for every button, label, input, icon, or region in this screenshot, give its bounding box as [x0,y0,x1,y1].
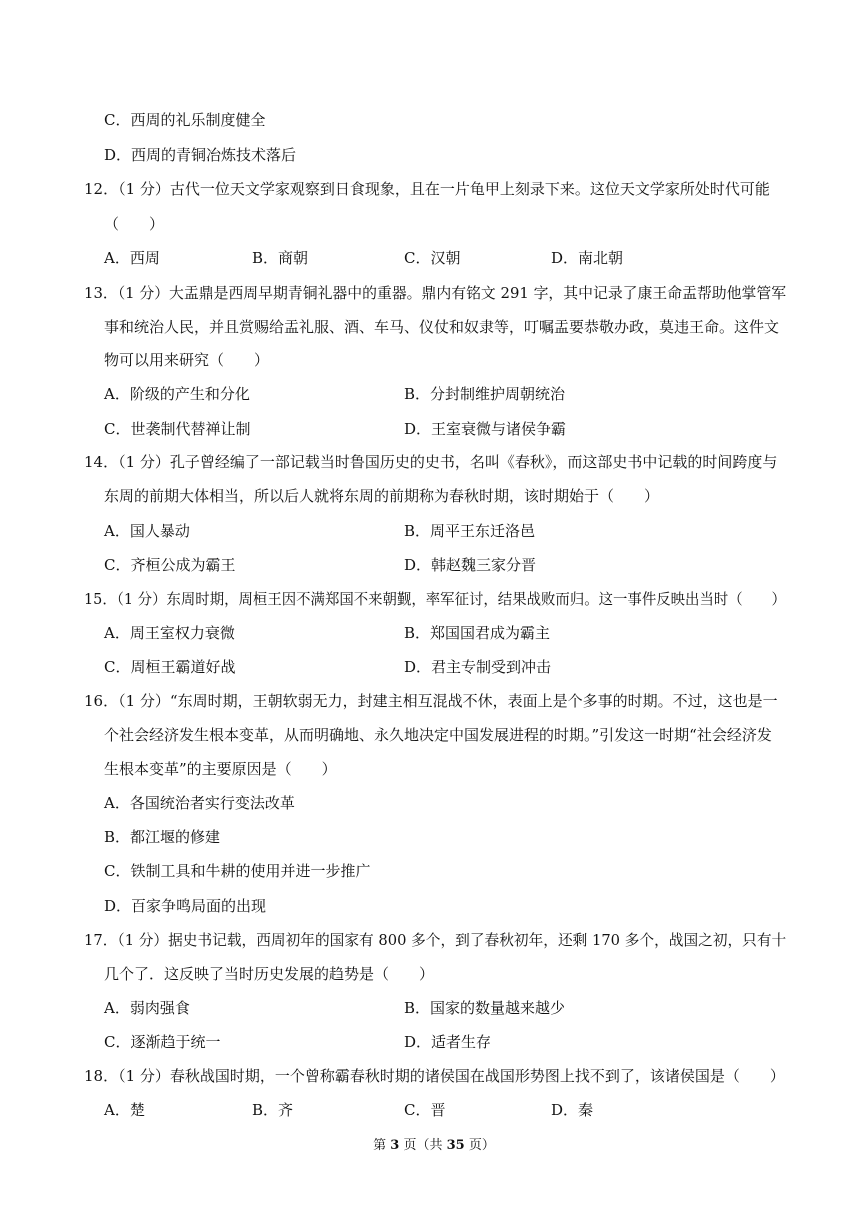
q15-option-c: C．周桓王霸道好战 [104,658,236,676]
q17-option-d: D．适者生存 [404,1033,492,1051]
q15-option-b: B．郑国国君成为霸主 [404,624,551,642]
q12-option-a: A．西周 [104,249,160,267]
q13-stem-line1: 13．（1 分）大盂鼎是西周早期青铜礼器中的重器。鼎内有铭文 291 字，其中记录了康王命盂帮助他掌管军 [84,284,787,302]
q16-stem-line1: 16．（1 分）“东周时期，王朝软弱无力，封建主相互混战不休，表面上是个多事的时期。不过，这也是一 [84,692,778,710]
q11-option-c: C．西周的礼乐制度健全 [104,111,266,129]
q14-stem-line1: 14．（1 分）孔子曾经编了一部记载当时鲁国历史的史书，名叫《春秋》，而这部史书中记载的时间跨度与 [84,453,778,471]
footer-total-pages: 35 [446,1138,465,1153]
q17-option-b: B．国家的数量越来越少 [404,999,566,1017]
q14-stem-line2: 东周的前期大体相当，所以后人就将东周的前期称为春秋时期，该时期始于（ ） [104,487,660,505]
q15-stem-line1: 15．（1 分）东周时期，周桓王因不满郑国不来朝觐，率军征讨，结果战败而归。这一事件反映出当时（ ） [84,590,786,608]
q18-option-c: C．晋 [404,1101,446,1119]
q17-stem-line1: 17．（1 分）据史书记载，西周初年的国家有 800 多个，到了春秋初年，还剩 170 多个，战国之初，只有十 [84,931,787,949]
q14-option-b: B．周平王东迁洛邑 [404,522,536,540]
q15-option-d: D．君主专制受到冲击 [404,658,552,676]
q11-option-d: D．西周的青铜冶炼技术落后 [104,146,297,164]
footer-suffix: 页） [464,1138,495,1153]
q14-option-d: D．韩赵魏三家分晋 [404,556,537,574]
q14-option-a: A．国人暴动 [104,522,190,540]
page-footer [0,1137,868,1155]
q16-option-a: A．各国统治者实行变法改革 [104,794,295,812]
footer-page-number: 3 [390,1138,400,1153]
q12-option-d: D．南北朝 [551,249,624,267]
q18-option-a: A．楚 [104,1101,145,1119]
q16-option-d: D．百家争鸣局面的出现 [104,897,267,915]
footer-middle: 页（共 [399,1138,447,1153]
q13-stem-line2: 事和统治人民，并且赏赐给盂礼服、酒、车马、仪仗和奴隶等，叮嘱盂要恭敬办政，莫违王命。这件文 [104,318,780,336]
q13-option-a: A．阶级的产生和分化 [104,385,250,403]
q16-option-b: B．都江堰的修建 [104,828,221,846]
q18-stem-line1: 18．（1 分）春秋战国时期，一个曾称霸春秋时期的诸侯国在战国形势图上找不到了，该诸侯国是（ ） [84,1067,785,1085]
q16-stem-line2: 个社会经济发生根本变革，从而明确地、永久地决定中国发展进程的时期。”引发这一时期“社会经济发 [104,726,772,744]
q14-option-c: C．齐桓公成为霸王 [104,556,236,574]
q15-option-a: A．周王室权力衰微 [104,624,235,642]
q18-option-d: D．秦 [551,1101,594,1119]
footer-prefix: 第 [373,1138,391,1153]
q13-option-c: C．世袭制代替禅让制 [104,420,251,438]
q17-option-c: C．逐渐趋于统一 [104,1033,221,1051]
q16-stem-line3: 生根本变革”的主要原因是（ ） [104,760,337,778]
q16-option-c: C．铁制工具和牛耕的使用并进一步推广 [104,862,371,880]
q17-stem-line2: 几个了．这反映了当时历史发展的趋势是（ ） [104,965,435,983]
q12-option-c: C．汉朝 [404,249,461,267]
q13-option-b: B．分封制维护周朝统治 [404,385,566,403]
q12-stem-line1: 12．（1 分）古代一位天文学家观察到日食现象，且在一片龟甲上刻录下来。这位天文学家所处时代可能 [84,180,770,198]
q13-stem-line3: 物可以用来研究（ ） [104,351,270,369]
q17-option-a: A．弱肉强食 [104,999,190,1017]
q12-option-b: B．商朝 [252,249,309,267]
q12-stem-line2: （ ） [104,215,165,233]
q13-option-d: D．王室衰微与诸侯争霸 [404,420,567,438]
q18-option-b: B．齐 [252,1101,294,1119]
